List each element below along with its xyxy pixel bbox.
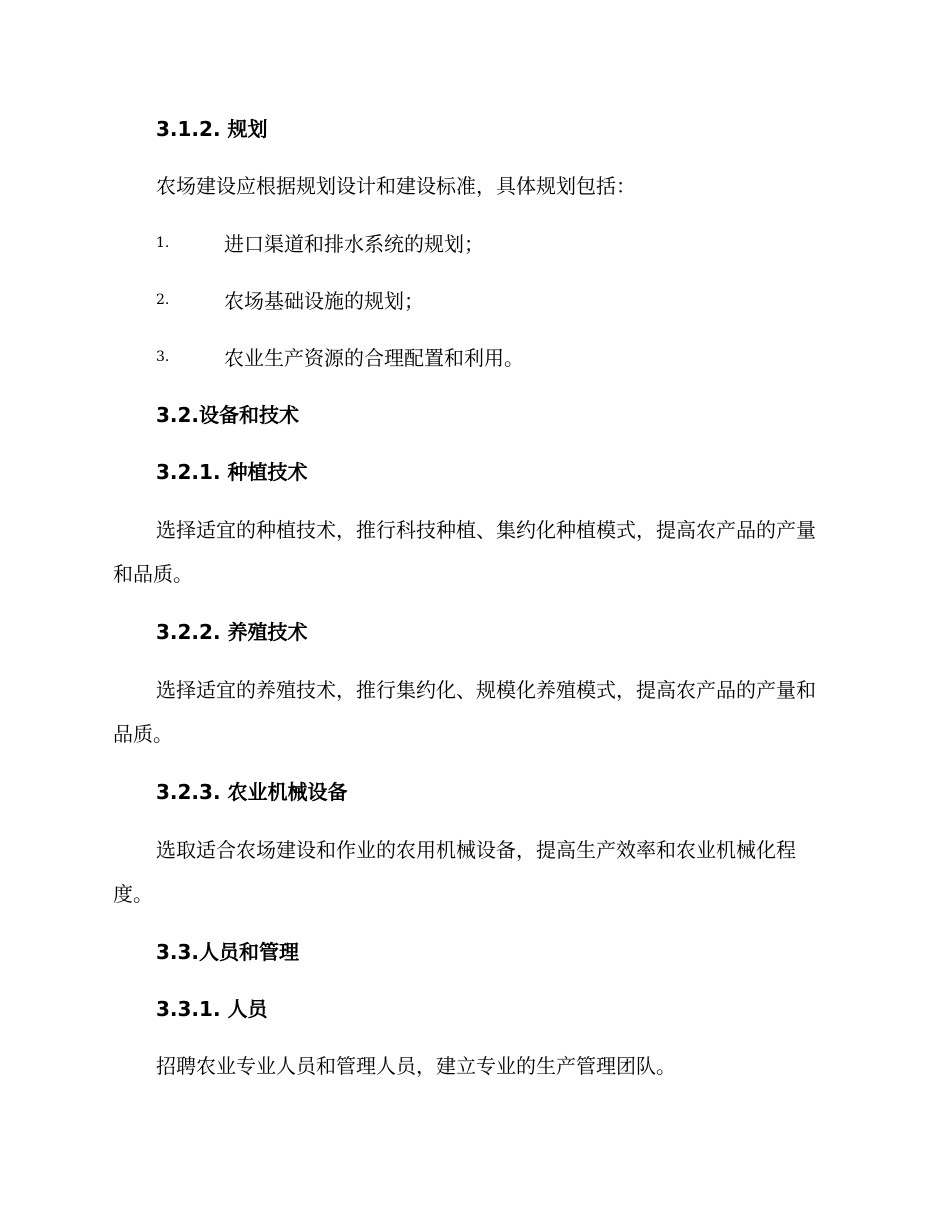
heading-3-2-3: 3.2.3. 农业机械设备 (156, 780, 348, 804)
heading-3-2-2: 3.2.2. 养殖技术 (156, 620, 308, 644)
paragraph-planning: 农场建设应根据规划设计和建设标准，具体规划包括： (156, 174, 636, 198)
list-text: 进口渠道和排水系统的规划； (224, 232, 484, 256)
heading-3-3: 3.3.人员和管理 (156, 940, 300, 964)
paragraph-breeding-text: 选择适宜的养殖技术，推行集约化、规模化养殖模式，提高农产品的产量和品质。 (113, 678, 816, 746)
list-text: 农业生产资源的合理配置和利用。 (224, 346, 524, 370)
heading-3-1-2: 3.1.2. 规划 (156, 117, 268, 141)
paragraph-planting-text: 选择适宜的种植技术，推行科技种植、集约化种植模式，提高农产品的产量和品质。 (113, 518, 816, 586)
heading-3-3-1: 3.3.1. 人员 (156, 997, 268, 1021)
heading-3-2: 3.2.设备和技术 (156, 403, 300, 427)
paragraph-machinery-text: 选取适合农场建设和作业的农用机械设备，提高生产效率和农业机械化程度。 (113, 838, 796, 906)
list-number: 2. (156, 292, 170, 308)
list-number: 1. (156, 235, 170, 251)
paragraph-staff: 招聘农业专业人员和管理人员，建立专业的生产管理团队。 (156, 1054, 676, 1078)
paragraph-planting (113, 508, 833, 596)
list-text: 农场基础设施的规划； (224, 289, 424, 313)
paragraph-machinery (113, 828, 833, 916)
list-number: 3. (156, 349, 170, 365)
paragraph-breeding (113, 668, 833, 756)
heading-3-2-1: 3.2.1. 种植技术 (156, 460, 308, 484)
